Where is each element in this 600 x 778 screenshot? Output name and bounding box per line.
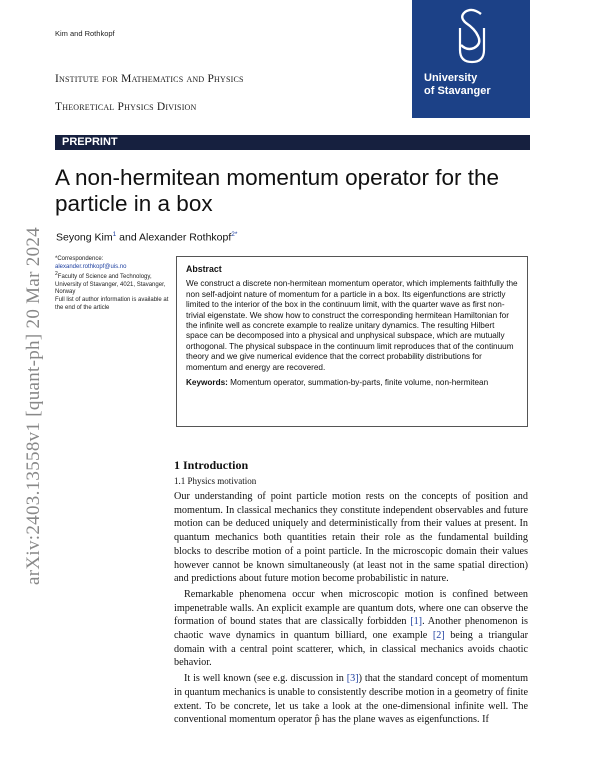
paragraph (174, 588, 528, 670)
abstract-box (176, 256, 528, 427)
institute-name: Institute for Mathematics and Physics (55, 73, 244, 85)
paragraph: Our understanding of point particle motion rests on the concepts of position and momentum. In classical mechanics they constitute independent observables and future motion can be deduced uniquely and deterministically from their values at present. In quantum mechanics both quantities retain their role as the fundamental building blocks to describe motion of a point particle. In the microscopic domain their values however cannot be known simultaneously (at least not in the same spatial direction) and predictions about future motion become probabilistic in nature. (174, 491, 528, 585)
arxiv-stamp-text: arXiv:2403.13558v1 [quant-ph] 20 Mar 2024 (23, 227, 44, 585)
paper-title: A non-hermitean momentum operator for the particle in a box (55, 165, 499, 216)
section-heading: 1 Introduction (174, 458, 249, 472)
citation-link[interactable]: [1] (410, 616, 423, 628)
correspondence-label: *Correspondence: (55, 256, 104, 262)
paragraph-text: ) that the standard concept of momentum in quantum mechanics is unable to consistently describe motion in a geometry of finite extent. To be concrete, let us take a look at the one-dimensional infinite well. The conventional momentum operator p̂ has the plane waves as eigenfunctions. If (174, 673, 529, 726)
author-name: Seyong Kim (56, 231, 113, 244)
body-text (174, 490, 528, 727)
running-head: Kim and Rothkopf (55, 29, 115, 38)
author-connector: and (116, 231, 140, 244)
preprint-label: PREPRINT (62, 136, 118, 148)
abstract-heading: Abstract (186, 264, 222, 274)
author-notes (55, 256, 172, 312)
author-info-note: Full list of author information is available at the end of the article (55, 296, 169, 311)
citation-link[interactable]: [3] (346, 673, 359, 685)
uis-monogram-icon (452, 6, 492, 68)
university-logo (412, 0, 530, 118)
affiliation-mark[interactable]: 2* (231, 231, 238, 238)
affiliation-text: Faculty of Science and Technology, University of Stavanger, 4021, Stavanger, Norway (55, 274, 166, 296)
division-name: Theoretical Physics Division (55, 101, 197, 113)
arxiv-identifier (22, 196, 46, 616)
affiliation-mark[interactable]: 1 (112, 231, 117, 238)
keywords-list: Momentum operator, summation-by-parts, finite volume, non-hermitean (230, 378, 489, 388)
citation-link[interactable]: [2] (432, 630, 445, 642)
paragraph-text: It is well known (see e.g. discussion in (184, 673, 347, 685)
subsection-heading: 1.1 Physics motivation (174, 476, 257, 486)
correspondence-email[interactable]: alexander.rothkopf@uis.no (55, 263, 127, 270)
paragraph (174, 672, 528, 727)
affiliation-mark: 2 (55, 271, 58, 278)
author-name: Alexander Rothkopf (139, 231, 232, 244)
author-list (56, 231, 237, 244)
paragraph-text: Remarkable phenomena occur when microscopic motion is confined between impenetrable walls. An explicit example are quantum dots, where one can observe the formation of bound states that are classically forbidden (174, 588, 528, 628)
abstract-text: We construct a discrete non-hermitean momentum operator, which implements faithfully the non self-adjoint nature of momentum for a particle in a box. Its eigenfunctions are strictly limited to the interior of the box in the continuum limit, with the quarter wave as first non-trivial eigenstate. We show how to construct the corresponding hermitean Hamiltonian for the infinite well as concrete example to realize unitary dynamics. The resulting Hilbert space can be decomposed into a physical and unphysical subspace, which are mutually orthogonal. The physical subspace in the continuum limit reproduces that of the continuum theory and we give numerical evidence that the correct probability distributions for momentum and energy are recovered. (186, 279, 518, 372)
keywords (186, 378, 518, 388)
preprint-banner (55, 135, 530, 150)
paragraph-text: . Another phenomenon is chaotic wave dynamics in quantum billiard, one example (174, 616, 528, 642)
logo-text-line1: University (424, 72, 478, 84)
keywords-label: Keywords: (186, 378, 228, 388)
paragraph-text: being a triangular domain with a central point scatterer, which, in classical mechanics avoids chaotic behavior. (174, 630, 528, 669)
logo-text-line2: of Stavanger (424, 85, 491, 97)
